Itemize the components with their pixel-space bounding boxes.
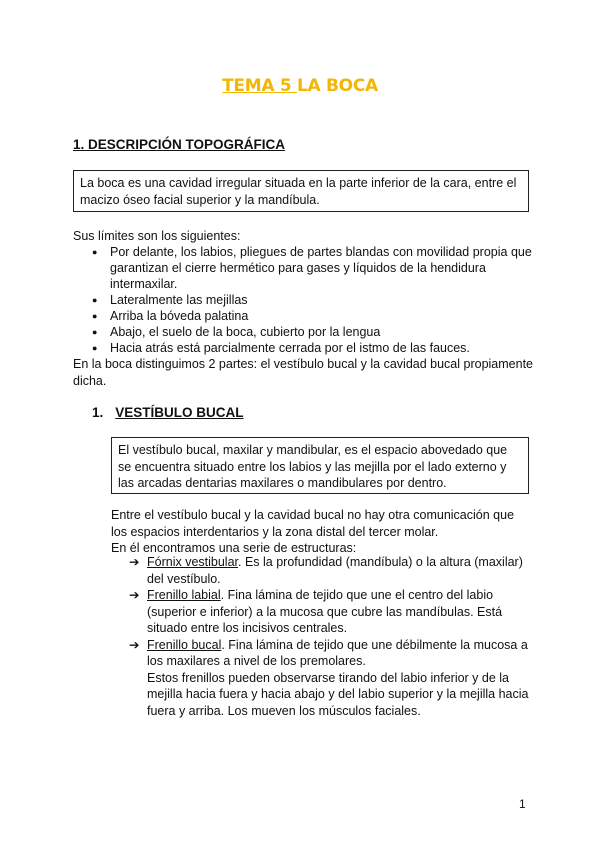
structure-description: . Es la profundidad (mandíbula) o la altura (maxilar) del vestíbulo. — [147, 555, 523, 586]
structure-term: Frenillo labial — [147, 588, 221, 602]
vestibule-definition-box: El vestíbulo bucal, maxilar y mandibular, es el espacio abovedado que se encuentra situado entre los labios y las mejilla por el lado externo y las arcadas dentarias maxilares o mandibulares por dentro. — [111, 437, 529, 494]
vestibule-paragraph: Entre el vestíbulo bucal y la cavidad bucal no hay otra comunicación que los espacios interdentarios y la zona distal del tercer molar. — [111, 508, 515, 539]
structures-list — [129, 554, 529, 719]
subsection-label: VESTÍBULO BUCAL — [115, 405, 244, 420]
section-heading: 1. DESCRIPCIÓN TOPOGRÁFICA — [73, 137, 286, 152]
list-item: ● Por delante, los labios, pliegues de partes blandas con movilidad propia que garantizan el cierre hermético para gases y líquidos de la hendidura intermaxilar. — [92, 244, 532, 292]
arrow-icon: ➔ — [129, 588, 140, 602]
list-item: ● Arriba la bóveda palatina — [92, 308, 532, 324]
structure-term: Frenillo bucal — [147, 637, 222, 652]
document-title — [0, 76, 600, 96]
title-topic-number: TEMA 5 — [222, 76, 297, 96]
list-item — [129, 587, 529, 637]
structure-term: Fórnix vestibular — [147, 555, 239, 569]
definition-box: La boca es una cavidad irregular situada en la parte inferior de la cara, entre el macizo óseo facial superior y la mandíbula. — [73, 170, 529, 212]
title-topic-name: LA BOCA — [297, 76, 378, 96]
list-item: ● Abajo, el suelo de la boca, cubierto por la lengua — [92, 324, 532, 340]
structure-description: . Fina lámina de tejido que une débilmente la mucosa a los maxilares a nivel de los premolares. — [147, 637, 528, 668]
list-item: ● Lateralmente las mejillas — [92, 292, 532, 308]
limits-intro: Sus límites son los siguientes: — [73, 229, 241, 243]
structures-intro: En él encontramos una serie de estructuras: — [111, 541, 357, 555]
page-number: 1 — [519, 797, 526, 811]
arrow-icon: ➔ — [129, 555, 140, 569]
limits-list — [92, 244, 532, 356]
list-item — [129, 637, 529, 720]
list-item — [129, 554, 529, 587]
structure-note: Estos frenillos pueden observarse tirando del labio inferior y de la mejilla hacia fuera y hacia abajo y del labio superior y la mejilla hacia fuera y arriba. Los mueven los músculos faciales. — [147, 670, 529, 718]
list-item: ● Hacia atrás está parcialmente cerrada por el istmo de las fauces. — [92, 340, 532, 356]
parts-paragraph: En la boca distinguimos 2 partes: el vestíbulo bucal y la cavidad bucal propiamente dicha. — [73, 357, 533, 388]
subsection-heading — [92, 405, 244, 420]
arrow-icon: ➔ — [129, 637, 140, 652]
subsection-number: 1. — [92, 405, 104, 420]
structure-description: . Fina lámina de tejido que une el centro del labio (superior e inferior) a la mucosa que cubre las mandíbulas. Está situado entre los incisivos centrales. — [147, 588, 503, 635]
